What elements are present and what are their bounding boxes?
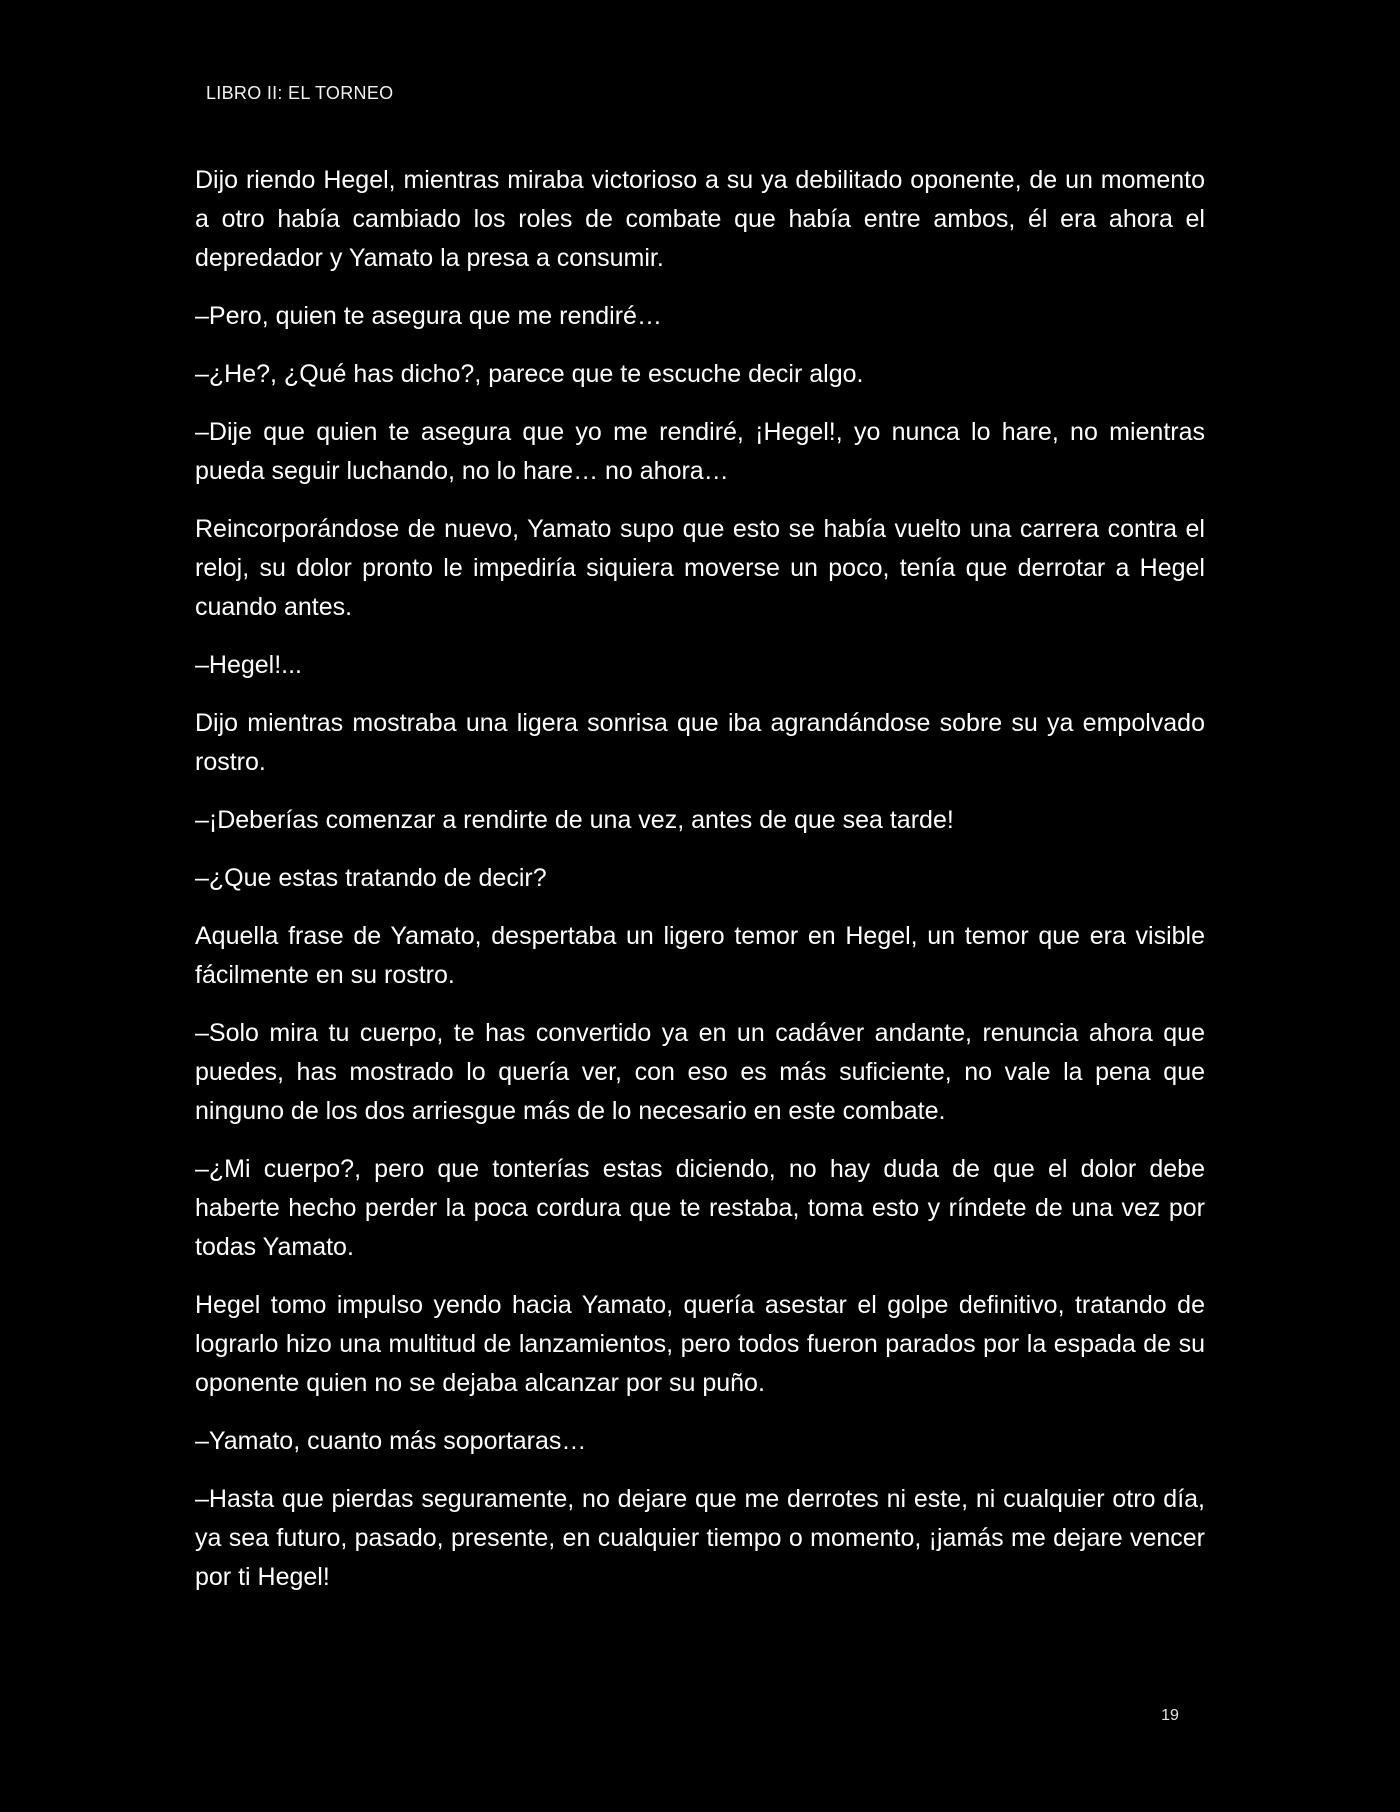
paragraph: –¿He?, ¿Qué has dicho?, parece que te escuche decir algo. <box>195 360 864 388</box>
paragraph: –Hasta que pierdas seguramente, no dejare que me derrotes ni este, ni cualquier otro día, ya sea futuro, pasado, presente, en cualquier tiempo o momento, ¡jamás me dejare vencer por ti Hegel! <box>195 1485 1205 1591</box>
paragraph: –¡Deberías comenzar a rendirte de una vez, antes de que sea tarde! <box>195 806 954 834</box>
paragraph: –Hegel!... <box>195 651 303 679</box>
paragraph: Dijo riendo Hegel, mientras miraba victorioso a su ya debilitado oponente, de un momento a otro había cambiado los roles de combate que había entre ambos, él era ahora el depredador y Yamato la presa a consumir. <box>195 166 1205 272</box>
paragraph: Reincorporándose de nuevo, Yamato supo que esto se había vuelto una carrera contra el reloj, su dolor pronto le impediría siquiera moverse un poco, tenía que derrotar a Hegel cuando antes. <box>195 515 1205 621</box>
paragraph: –¿Que estas tratando de decir? <box>195 864 547 892</box>
paragraph: Dijo mientras mostraba una ligera sonrisa que iba agrandándose sobre su ya empolvado rostro. <box>195 709 1205 776</box>
paragraph: Aquella frase de Yamato, despertaba un ligero temor en Hegel, un temor que era visible fácilmente en su rostro. <box>195 922 1205 989</box>
paragraph: –Pero, quien te asegura que me rendiré… <box>195 302 662 330</box>
paragraph: –Yamato, cuanto más soportaras… <box>195 1427 587 1455</box>
running-header: LIBRO II: EL TORNEO <box>206 83 394 103</box>
page-number: 19 <box>1161 1707 1179 1724</box>
paragraph: –Solo mira tu cuerpo, te has convertido ya en un cadáver andante, renuncia ahora que puedes, has mostrado lo quería ver, con eso es más suficiente, no vale la pena que ninguno de los dos arriesgue más de lo necesario en este combate. <box>195 1019 1205 1125</box>
page-body <box>195 161 1205 1597</box>
paragraph: Hegel tomo impulso yendo hacia Yamato, quería asestar el golpe definitivo, tratando de lograrlo hizo una multitud de lanzamientos, pero todos fueron parados por la espada de su oponente quien no se dejaba alcanzar por su puño. <box>195 1291 1205 1397</box>
paragraph: –¿Mi cuerpo?, pero que tonterías estas diciendo, no hay duda de que el dolor debe haberte hecho perder la poca cordura que te restaba, toma esto y ríndete de una vez por todas Yamato. <box>195 1155 1205 1261</box>
paragraph: –Dije que quien te asegura que yo me rendiré, ¡Hegel!, yo nunca lo hare, no mientras pueda seguir luchando, no lo hare… no ahora… <box>195 418 1205 485</box>
